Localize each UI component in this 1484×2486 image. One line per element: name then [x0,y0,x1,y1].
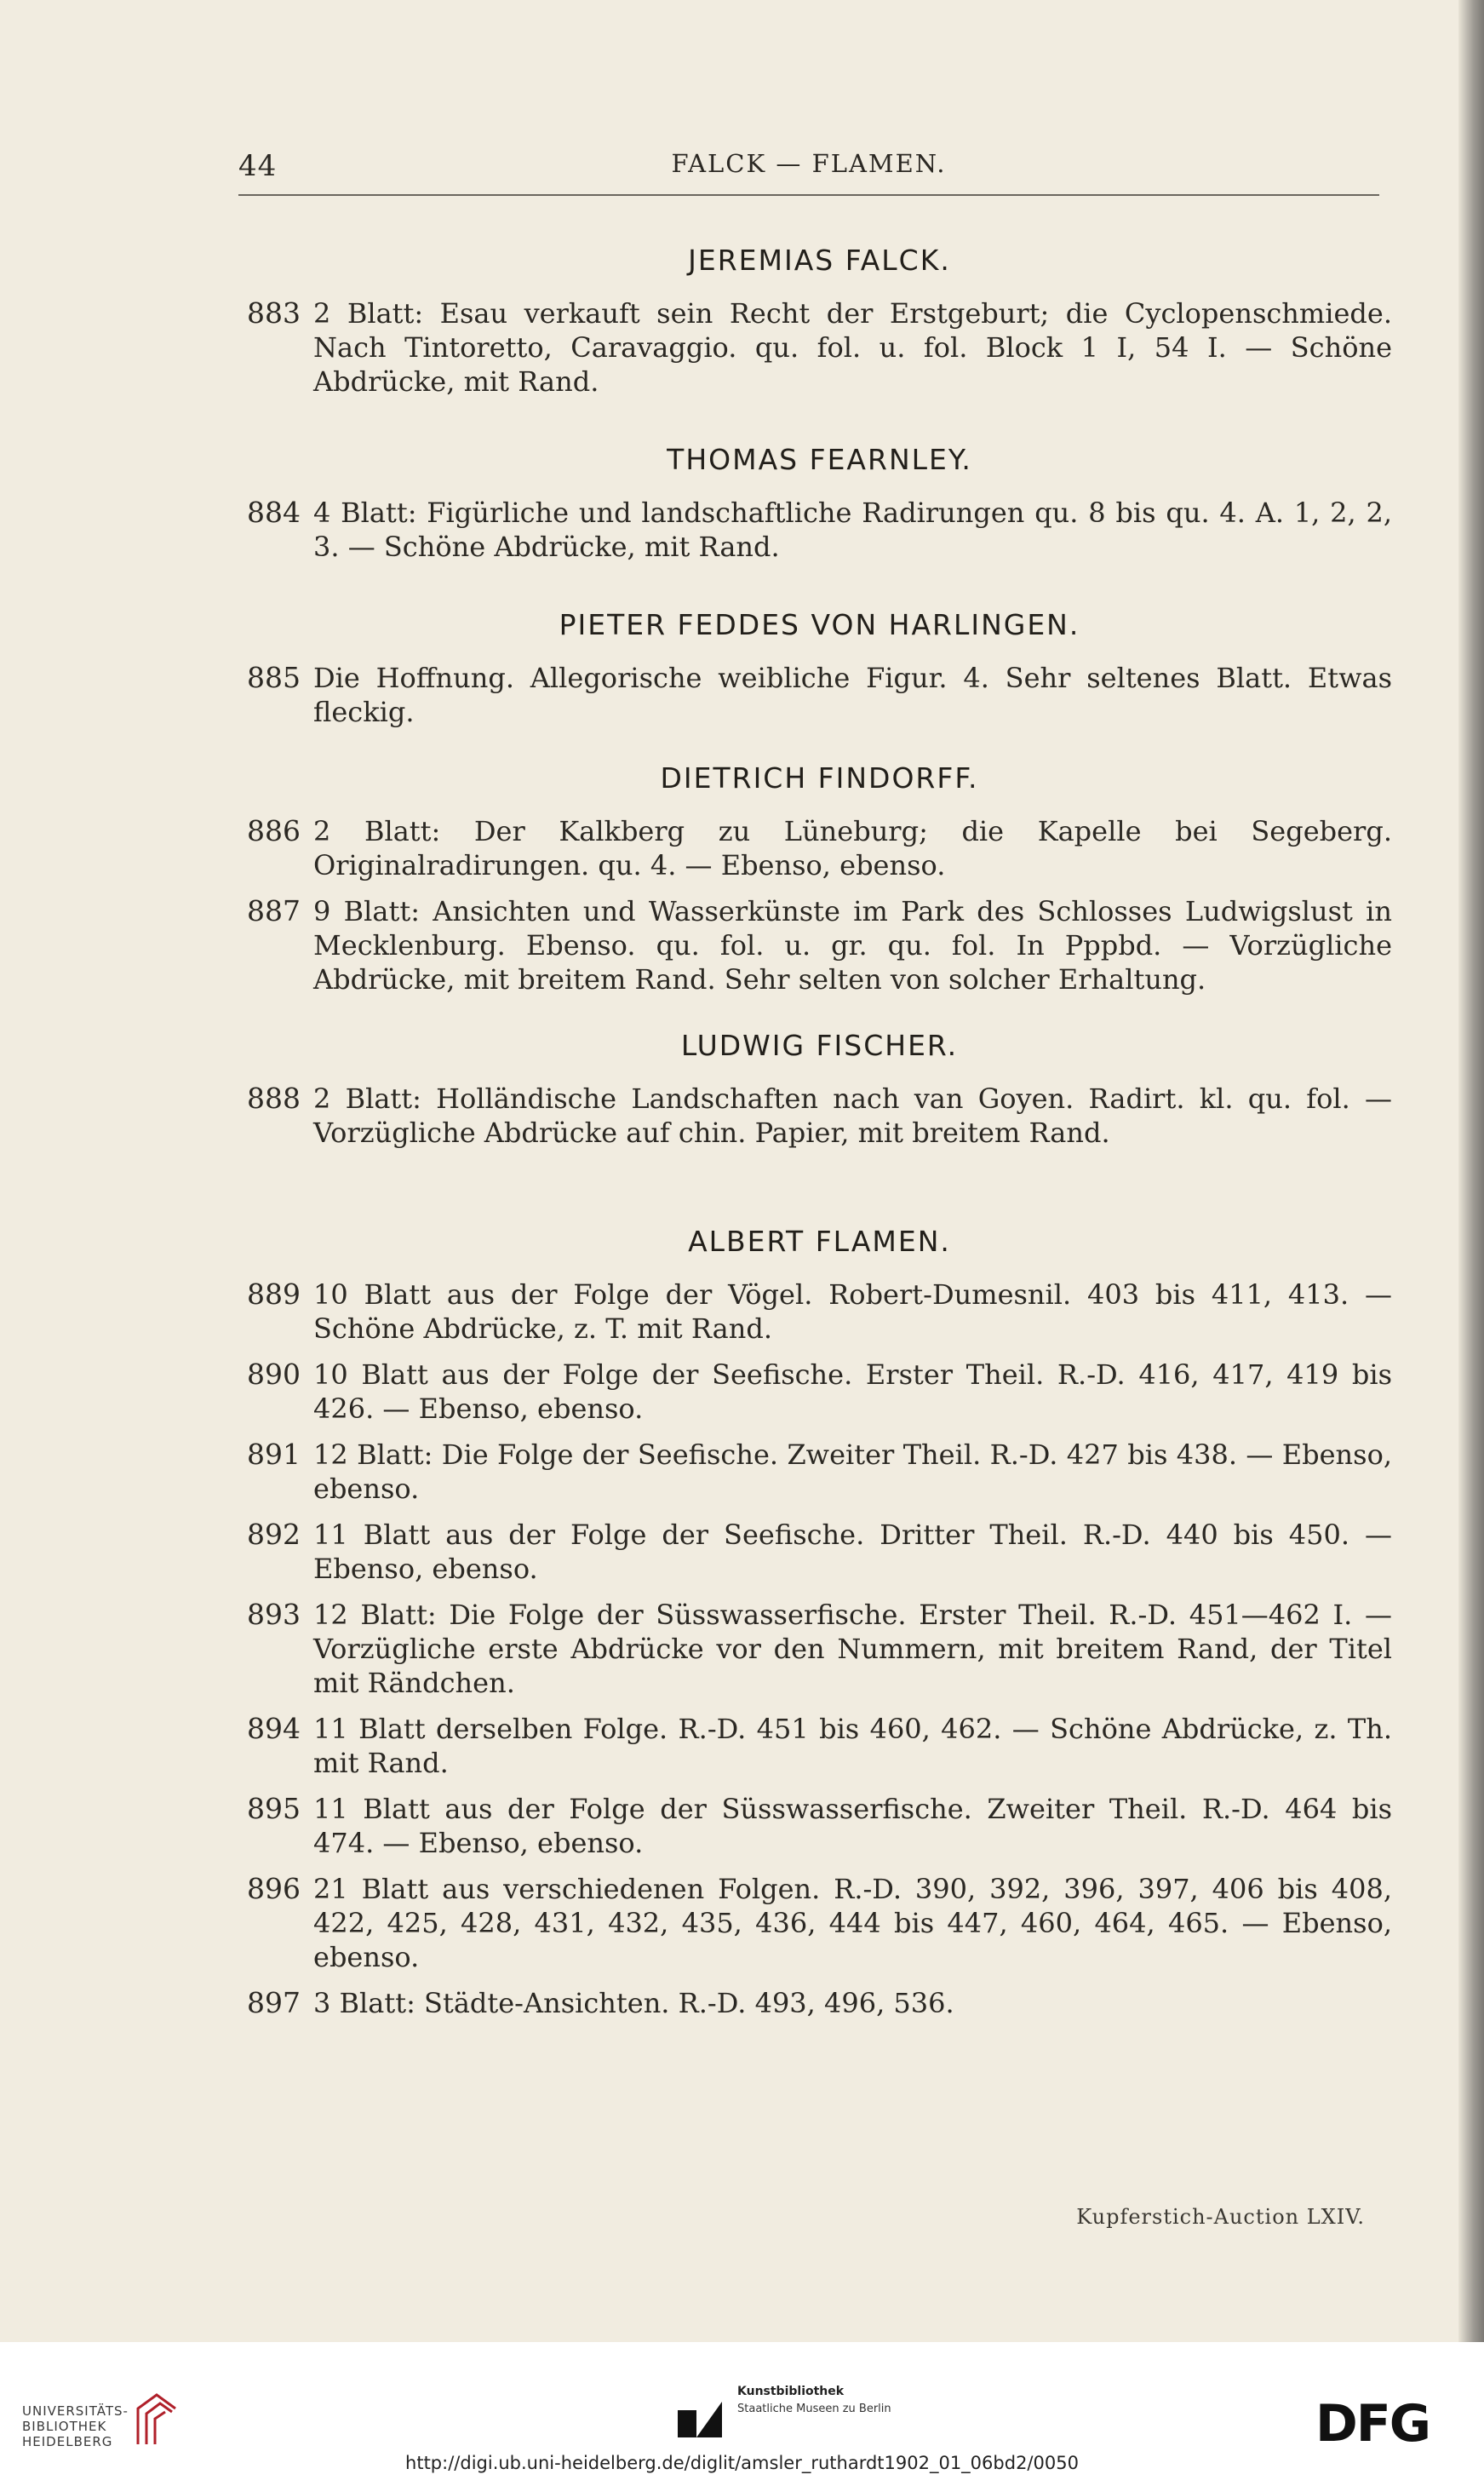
catalogue-entry [247,1438,1392,1506]
university-line: UNIVERSITÄTS- [22,2403,129,2419]
university-line: BIBLIOTHEK [22,2419,107,2434]
dfg-text: DFG [1315,2398,1430,2446]
entry-text: 10 Blatt aus der Folge der Seefische. Erster Theil. R.-D. 416, 417, 419 bis 426. — Ebenso, ebenso. [313,1358,1392,1425]
artist-heading: DIETRICH FINDORFF. [660,761,979,795]
catalogue-body [247,240,1392,2032]
catalogue-entry [247,1986,1392,2020]
catalogue-entry [247,1358,1392,1426]
entry-text: Die Hoffnung. Allegorische weibliche Figur. 4. Sehr seltenes Blatt. Etwas fleckig. [313,662,1392,728]
entry-number: 897 [247,1986,301,2019]
catalogue-entry [247,1598,1392,1700]
entry-text: 11 Blatt aus der Folge der Seefische. Dritter Theil. R.-D. 440 bis 450. — Ebenso, ebenso. [313,1519,1392,1585]
catalogue-entry [247,1082,1392,1150]
page-number: 44 [238,149,278,183]
dfg-logo [1315,2398,1464,2446]
entry-text: 11 Blatt aus der Folge der Süsswasserfische. Zweiter Theil. R.-D. 464 bis 474. — Ebenso, ebenso. [313,1793,1392,1859]
entry-number: 884 [247,496,301,529]
entry-number: 887 [247,894,301,927]
kunstbibliothek-subtitle: Staatliche Museen zu Berlin [737,2403,891,2415]
entry-number: 889 [247,1277,301,1311]
artist-heading: JEREMIAS FALCK. [688,244,951,277]
catalogue-entry [247,496,1392,564]
entry-text: 11 Blatt derselben Folge. R.-D. 451 bis 460, 462. — Schöne Abdrücke, z. Th. mit Rand. [313,1713,1392,1779]
entry-number: 886 [247,814,301,847]
entry-text: 12 Blatt: Die Folge der Seefische. Zweiter Theil. R.-D. 427 bis 438. — Ebenso, ebenso. [313,1438,1392,1505]
entry-text: 12 Blatt: Die Folge der Süsswasserfische. Erster Theil. R.-D. 451—462 I. — Vorzügliche erste Abdrücke vor den Nummern, mit breitem Rand, der Titel mit Rändchen. [313,1599,1392,1699]
artist-heading: LUDWIG FISCHER. [680,1029,959,1062]
catalogue-entry [247,1518,1392,1586]
entry-number: 890 [247,1358,301,1391]
entry-number: 894 [247,1712,301,1745]
university-logo-icon [135,2391,179,2448]
catalogue-entry [247,661,1392,729]
entry-text: 3 Blatt: Städte-Ansichten. R.-D. 493, 496, 536. [313,1987,954,2019]
catalogue-entry [247,296,1392,399]
entry-number: 892 [247,1518,301,1551]
source-url[interactable]: http://digi.ub.uni-heidelberg.de/diglit/amsler_ruthardt1902_01_06bd2/0050 [405,2453,1079,2473]
catalogue-entry [247,894,1392,996]
page-header [238,149,1379,190]
entry-number: 893 [247,1598,301,1631]
catalogue-entry [247,1712,1392,1780]
university-line: HEIDELBERG [22,2434,113,2449]
header-rule [238,194,1379,196]
entry-text: 10 Blatt aus der Folge der Vögel. Robert-Dumesnil. 403 bis 411, 413. — Schöne Abdrücke, z. T. mit Rand. [313,1278,1392,1345]
digitization-footer [0,2342,1484,2486]
entry-text: 2 Blatt: Holländische Landschaften nach van Goyen. Radirt. kl. qu. fol. — Vorzügliche Abdrücke auf chin. Papier, mit breitem Rand. [313,1082,1392,1149]
entry-number: 895 [247,1792,301,1825]
entry-number: 883 [247,296,301,330]
entry-number: 888 [247,1082,301,1115]
catalogue-footnote: Kupferstich-Auction LXIV. [1076,2205,1365,2229]
artist-heading: PIETER FEDDES VON HARLINGEN. [559,608,1080,641]
entry-text: 9 Blatt: Ansichten und Wasserkünste im Park des Schlosses Ludwigslust in Mecklenburg. Ebenso. qu. fol. u. gr. qu. fol. In Pppbd. — Vorzügliche Abdrücke, mit breitem Rand. Sehr selten von solcher Erhaltung. [313,895,1392,996]
running-title: FALCK — FLAMEN. [671,149,947,178]
kunstbibliothek-logo-icon [678,2395,722,2437]
entry-text: 4 Blatt: Figürliche und landschaftliche Radirungen qu. 8 bis qu. 4. A. 1, 2, 2, 3. — Schöne Abdrücke, mit Rand. [313,497,1392,563]
catalogue-entry [247,814,1392,882]
catalogue-entry [247,1792,1392,1860]
entry-text: 21 Blatt aus verschiedenen Folgen. R.-D. 390, 392, 396, 397, 406 bis 408, 422, 425, 428, 431, 432, 435, 436, 444 bis 447, 460, 464, 465. — Ebenso, ebenso. [313,1873,1392,1973]
entry-number: 891 [247,1438,301,1471]
entry-text: 2 Blatt: Der Kalkberg zu Lüneburg; die Kapelle bei Segeberg. Originalradirungen. qu. 4. — Ebenso, ebenso. [313,815,1392,881]
entry-number: 896 [247,1872,301,1905]
university-library-label [22,2403,129,2449]
artist-heading: THOMAS FEARNLEY. [667,443,972,476]
entry-number: 885 [247,661,301,694]
catalogue-entry [247,1872,1392,1974]
page-edge-shadow [1458,0,1484,2342]
kunstbibliothek-title: Kunstbibliothek [737,2385,845,2398]
catalogue-entry [247,1277,1392,1346]
entry-text: 2 Blatt: Esau verkauft sein Recht der Erstgeburt; die Cyclopenschmiede. Nach Tintoretto, Caravaggio. qu. fol. u. fol. Block 1 I, 54 I. — Schöne Abdrücke, mit Rand. [313,297,1392,398]
artist-heading: ALBERT FLAMEN. [688,1225,951,1258]
